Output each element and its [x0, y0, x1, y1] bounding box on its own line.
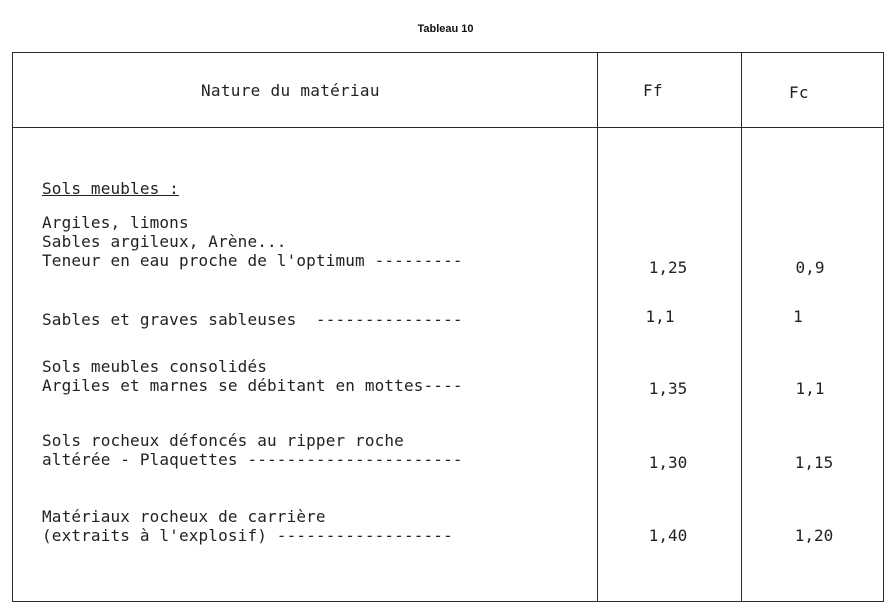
- column-divider-2: [741, 53, 742, 601]
- row-4-fc: 1,15: [794, 453, 834, 472]
- row-1-fc: 0,9: [795, 258, 825, 277]
- row-2-fc: 1: [793, 307, 803, 326]
- row-5-line-1: Matériaux rocheux de carrière: [42, 507, 326, 526]
- row-3-line-2: Argiles et marnes se débitant en mottes----: [42, 376, 463, 395]
- row-2-ff: 1,1: [645, 307, 675, 326]
- row-5-fc: 1,20: [794, 526, 834, 545]
- row-1-line-2: Sables argileux, Arène...: [42, 232, 287, 251]
- row-1-line-1: Argiles, limons: [42, 213, 189, 232]
- section-title: Sols meubles :: [42, 179, 179, 198]
- row-1-ff: 1,25: [648, 258, 688, 277]
- header-material: Nature du matériau: [201, 81, 380, 100]
- row-3-fc: 1,1: [795, 379, 825, 398]
- table-caption: Tableau 10: [417, 23, 474, 35]
- row-5-ff: 1,40: [648, 526, 688, 545]
- row-4-line-1: Sols rocheux défoncés au ripper roche: [42, 431, 404, 450]
- row-1-line-3: Teneur en eau proche de l'optimum ---------: [42, 251, 463, 270]
- column-divider-1: [597, 53, 598, 601]
- row-2-line-1: Sables et graves sableuses ---------------: [42, 310, 463, 329]
- header-ff: Ff: [643, 81, 663, 100]
- row-4-ff: 1,30: [648, 453, 688, 472]
- row-5-line-2: (extraits à l'explosif) ------------------: [42, 526, 453, 545]
- row-3-line-1: Sols meubles consolidés: [42, 357, 268, 376]
- header-divider: [13, 127, 883, 128]
- row-4-line-2: altérée - Plaquettes ----------------------: [42, 450, 463, 469]
- data-table: [12, 52, 884, 602]
- row-3-ff: 1,35: [648, 379, 688, 398]
- header-fc: Fc: [789, 83, 809, 102]
